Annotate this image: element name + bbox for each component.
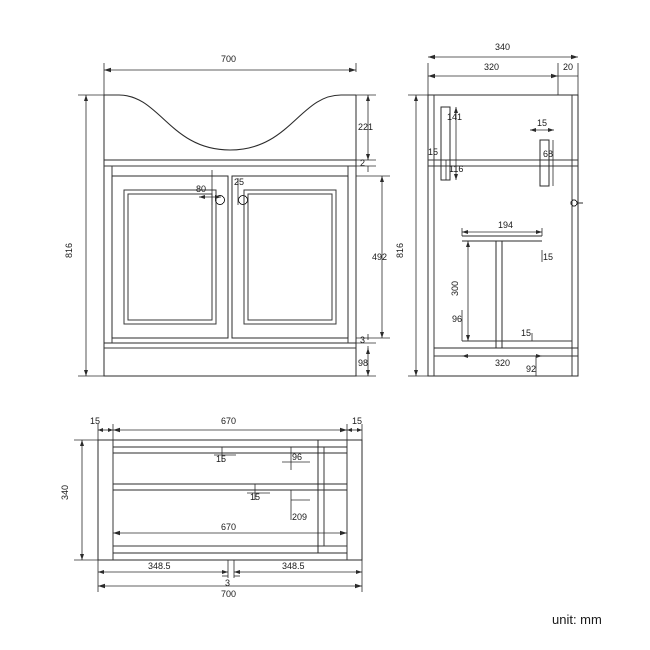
dim-overall-width: 700 — [221, 54, 237, 64]
dim-plan-side-right: 15 — [352, 416, 363, 426]
dim-plan-door-width-left: 348.5 — [148, 561, 171, 571]
dim-plan-mid-rail: 15 — [250, 492, 261, 502]
dim-side-overall-height: 816 — [395, 242, 405, 258]
dim-front-overall-height: 816 — [64, 242, 74, 258]
dim-plan-inner-width-bottom: 670 — [221, 522, 237, 532]
dim-plan-rear-depth: 209 — [292, 512, 308, 522]
dim-side-right-inner: 68 — [543, 149, 554, 159]
unit-note: unit: mm — [552, 612, 602, 627]
dim-side-shelf-thickness: 15 — [543, 252, 554, 262]
dim-side-carcass-depth: 320 — [484, 62, 500, 72]
dim-handle-spacing: 25 — [234, 177, 245, 187]
dim-side-top-rail: 141 — [447, 112, 463, 122]
front-elevation-view — [64, 54, 390, 376]
dim-plan-overall-depth: 340 — [60, 484, 70, 500]
plan-view — [60, 416, 362, 599]
dim-side-lower-offset: 96 — [452, 314, 463, 324]
dim-side-lower-thickness: 15 — [521, 328, 532, 338]
dim-door-height: 492 — [372, 252, 388, 262]
dim-handle-offset-left: 80 — [196, 184, 207, 194]
dim-side-shelf-height: 300 — [450, 280, 460, 296]
dim-plan-side-left: 15 — [90, 416, 101, 426]
dim-side-base-depth: 320 — [495, 358, 511, 368]
dim-side-overhang: 20 — [563, 62, 574, 72]
dim-side-base-offset: 92 — [526, 364, 537, 374]
dim-side-right-rail: 15 — [537, 118, 548, 128]
dim-side-top-offset: 15 — [428, 147, 439, 157]
dim-plan-door-gap: 3 — [225, 578, 231, 588]
dim-side-inner-rail: 116 — [449, 164, 464, 174]
dim-plinth-height: 98 — [358, 358, 369, 368]
dim-basin-height: 221 — [358, 122, 374, 132]
dim-plan-front-rail: 15 — [216, 454, 227, 464]
dim-side-shelf-width: 194 — [498, 220, 514, 230]
dim-plan-overall-width: 700 — [221, 589, 237, 599]
dim-top-gap: 2 — [360, 158, 366, 168]
side-section-view — [395, 42, 583, 376]
dim-plan-inner-width: 670 — [221, 416, 237, 426]
dim-plan-door-width-right: 348.5 — [282, 561, 305, 571]
dim-plan-rear-offset: 96 — [292, 452, 303, 462]
dim-plinth-gap: 3 — [360, 335, 366, 345]
dim-side-overall-depth: 340 — [495, 42, 511, 52]
